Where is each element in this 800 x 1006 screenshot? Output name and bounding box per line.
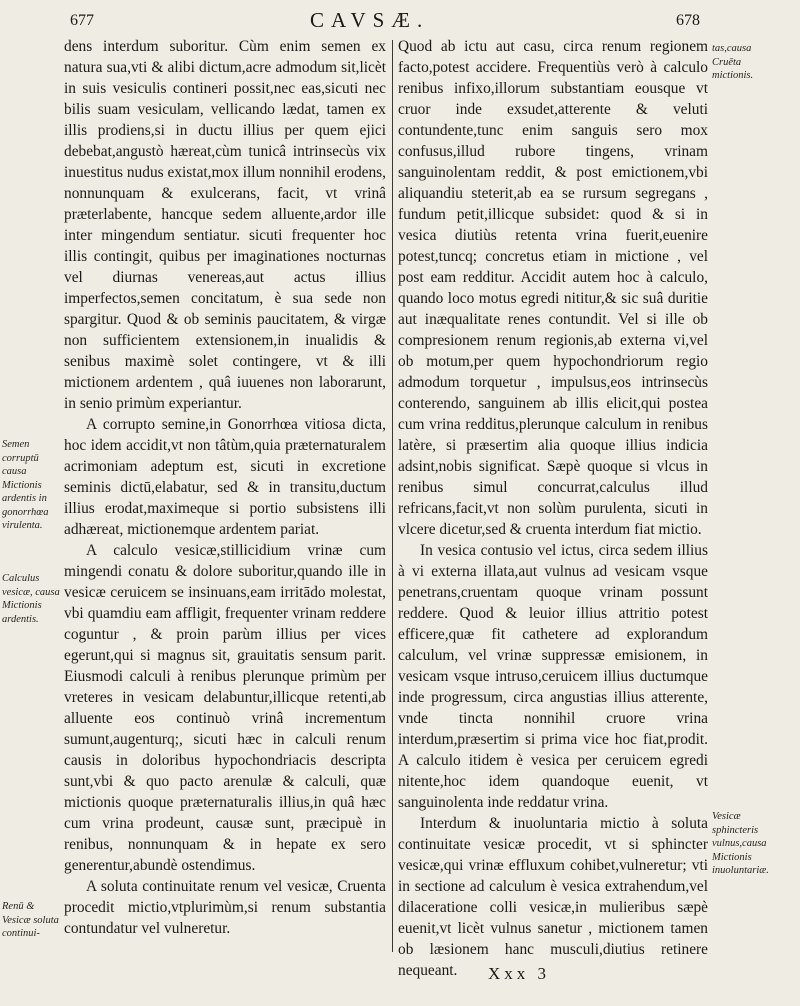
right-page-number: 678 xyxy=(676,12,700,29)
left-page-number: 677 xyxy=(70,12,94,29)
running-title: CAVSÆ. xyxy=(310,8,430,32)
paragraph: In vesica contusio vel ictus, circa sedem illius à vi externa illata,aut vulnus ad vesicam vsque penetrans,cruentam quoque vrinam possunt reddere. Quod & leuior illius attritio potest efficere,quæ fit cathetere ad explorandum calculum, vel vrinæ suppressæ emisionem, in vesicam vsque intruso,ceruicem illius ductumque inde progressum, circa angustias illius atterente, vnde tincta nonnihil cruore vrina interdum,præsertim si prima vice hoc fiat,prodit. A calculo itidem è vesica per ceruicem egredi nitente,hoc idem quandoque euenit, vt sanguinolenta inde reddatur vrina. xyxy=(398,542,708,811)
margin-note: Calculus vesicæ, causa Mictionis ardentis. xyxy=(2,573,60,625)
paragraph: Interdum & inuoluntaria mictio à soluta continuitate vesicæ procedit, vt si sphincter vesicæ,qui vrinæ effluxum cohibet,vulneretur; vti in sectione ad calculum è vesica extrahendum,vel dilaceratione colli vesicæ,in mulieribus sæpè euenit,vt licèt vulnus sanetur , mictionem tamen ob læsionem hanc musculi,diutius retinere nequeant. xyxy=(398,815,708,979)
margin-note: Vesicæ sphincteris vulnus,causa Mictionis inuoluntariæ. xyxy=(712,811,769,876)
left-text-column xyxy=(64,36,386,939)
margin-note: tas,causa Cruēta mictionis. xyxy=(712,43,754,81)
paragraph: A soluta continuitate renum vel vesicæ, Cruenta procedit mictio,vtplurimùm,si renum substantia contundatur vel vulneretur. xyxy=(64,878,386,937)
signature-mark: Xxx 3 xyxy=(488,964,551,983)
paragraph: Quod ab ictu aut casu, circa renum regionem facto,potest accidere. Frequentiùs verò à calculo renibus infixo,illorum substantiam eousque vt cruor inde exsudet,atterente & veluti contundente,tunc enim sanguis sero mox confusus,illud rubore tingens, vrinam sanguinolentam reddit, & post emictionem,vbi aliquandiu steterit,ab ea se rursum segregans , fundum petit,illicque subsidet: quod & si in vesica diutiùs retenta vrina fuerit,euenire potest,tuncq; concretus etiam in mictione , vel post eam redditur. Accidit autem hoc à calculo, quando loco motus egredi nititur,& sic suâ duritie aut inæqualitate renes contundit. Vel si ille ob compresionem renum regionis,ab externa vi,vel ob motum,per quem hypochondriorum regio admodum torquetur , impulsus,eos intrinsecùs conterendo, sanguinem ab illis elicit,qui postea cum vrina redditus,plerunque calculum in renibus latère, si præsertim alia quoque illius indicia adsint,nobis significat. Sæpè quoque si vlcus in renibus simul concurrat,calculus illud refricans,facit,vt non solùm purulenta, sicuti in vlcere dicetur,sed & cruenta interdum fiat mictio. xyxy=(398,38,708,538)
margin-note: Renū & Vesicæ soluta continui- xyxy=(2,901,59,939)
paragraph: A corrupto semine,in Gonorrhœa vitiosa dicta, hoc idem accidit,vt non tâtùm,quia præternaturalem acrimoniam adeptum est, sicuti in excretione seminis dictū,elabatur, sed & in transitu,ductum illius erodat,maximeque si portio subsistens illi adhæreat, mictionemque ardentem pariat. xyxy=(64,416,386,538)
column-divider xyxy=(392,40,393,952)
right-text-column xyxy=(398,36,708,981)
page-header xyxy=(0,4,800,36)
margin-note: Semen corruptū causa Mictionis ardentis in gonorrhœa virulenta. xyxy=(2,439,49,531)
paragraph: dens interdum suboritur. Cùm enim semen ex natura sua,vti & alibi dictum,acre admodum sit,licèt in suis vesiculis contineri possit,nec eas,sicuti nec bilis suam vesiculam, vellicando lædat, tamen ex illis prodiens,si in ductu illius per quem ejici debebat,angustò hæreat,cùm tunicâ intrinsecùs vix inuestitus nudus existat,mox illum nonnihil erodens, nonnunquam & exulcerans, facit, vt vrinâ præterlabente, hancque sedem alluente,ardor ille inter mingendum sentiatur. sicuti frequenter hoc illis contingit, quibus per imaginationes nocturnas vel diurnas venereas,aut actus illius imperfectos,semen concitatum, è sua sede non spargitur. Quod & ob seminis paucitatem, & virgæ non sufficientem extensionem,in inualidis & senibus maximè solet contingere, vt & illi mictionem ardentem , quâ iuuenes non laborarunt, in senio primùm experiantur. xyxy=(64,38,386,412)
paragraph: A calculo vesicæ,stillicidium vrinæ cum mingendi conatu & dolore suboritur,quando ille in vesicæ ceruicem se insinuans,eam irritādo molestat, vbi quamdiu eam affligit, frequenter vrinam reddere coguntur , & proin parùm illius per vices egerunt,qui si magnus sit, grauitatis sensum parit. Eiusmodi calculi à renibus plerunque primùm per vreteres in vesicam delabuntur,illicque retenti,ab alluente eos continuò vrinâ incrementum sumunt,augenturq;, sicuti hæc in calculi renum causis in doloribus hypochondriacis descripta sunt,vbi & quo pacto arenulæ & calculi, quæ mictionis quoque præternaturalis illius,in quâ hæc cum vrina prodeunt, causæ sunt, præcipuè in renibus, nonnunquam & in hepate ex sero generentur,abundè ostendimus. xyxy=(64,542,386,874)
